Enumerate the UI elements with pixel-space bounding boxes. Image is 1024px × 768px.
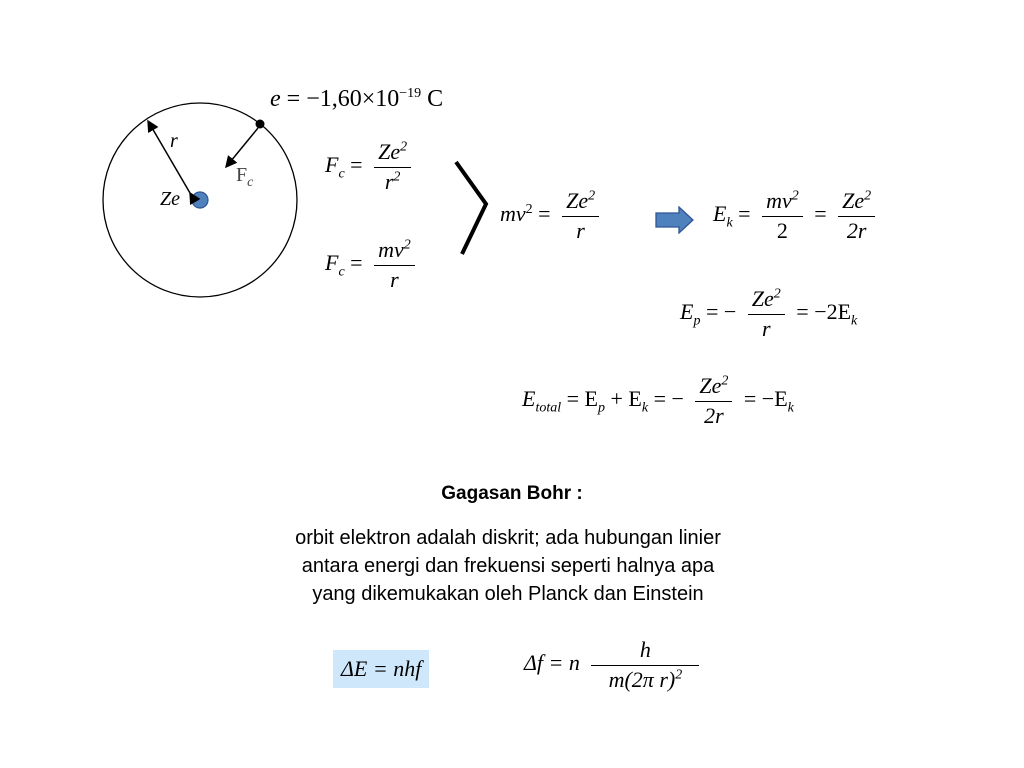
bohr-orbit-diagram xyxy=(90,95,310,310)
combine-bracket xyxy=(452,158,492,258)
nucleus-label: Ze xyxy=(160,188,181,210)
bohr-idea-line-1: orbit elektron adalah diskrit; ada hubungan linier xyxy=(295,527,721,549)
electron-charge-equation: $e = -1,60\times 10^{-19}$ C xyxy=(270,86,444,112)
bohr-idea-text xyxy=(0,524,1016,608)
total-energy-equation: $E_{total} = E_p + E_k$ = − $\frac{Ze^2}{2r}$ = $-E_k$ xyxy=(522,373,794,428)
centripetal-force-equation: $F_c$ = $\frac{mv^2}{r}$ xyxy=(325,236,421,294)
energy-quantization-equation: ΔE = nhf xyxy=(333,650,429,688)
implies-arrow-icon xyxy=(655,206,695,234)
bohr-idea-title: Gagasan Bohr : xyxy=(441,483,583,504)
kinetic-energy-equation: $E_k$ = $\frac{mv^2}{2}$ = $\frac{Ze^2}{2r}$ xyxy=(713,187,881,245)
radius-arrow xyxy=(148,121,190,193)
electron-icon xyxy=(256,120,265,129)
frequency-equation: Δf = n $\frac{h}{m(2\pi r)^2}$ xyxy=(524,636,705,694)
bohr-idea-line-3: yang dikemukakan oleh Planck dan Einstein xyxy=(312,583,704,605)
centripetal-force-arrow xyxy=(226,128,258,167)
potential-energy-equation: $E_p$ = − $\frac{Ze^2}{r}$ = $-2E_k$ xyxy=(680,286,858,341)
force-balance-equation: $mv^2$ = $\frac{Ze^2}{r}$ xyxy=(500,187,605,245)
radius-label: r xyxy=(170,130,178,152)
bohr-idea-line-2: antara energi dan frekuensi seperti halnya apa xyxy=(301,555,715,577)
force-label: $F_c$ xyxy=(236,164,254,190)
coulomb-force-equation: $F_c$ = $\frac{Ze^2}{r^2}$ xyxy=(325,138,417,196)
nucleus-icon xyxy=(192,192,208,208)
